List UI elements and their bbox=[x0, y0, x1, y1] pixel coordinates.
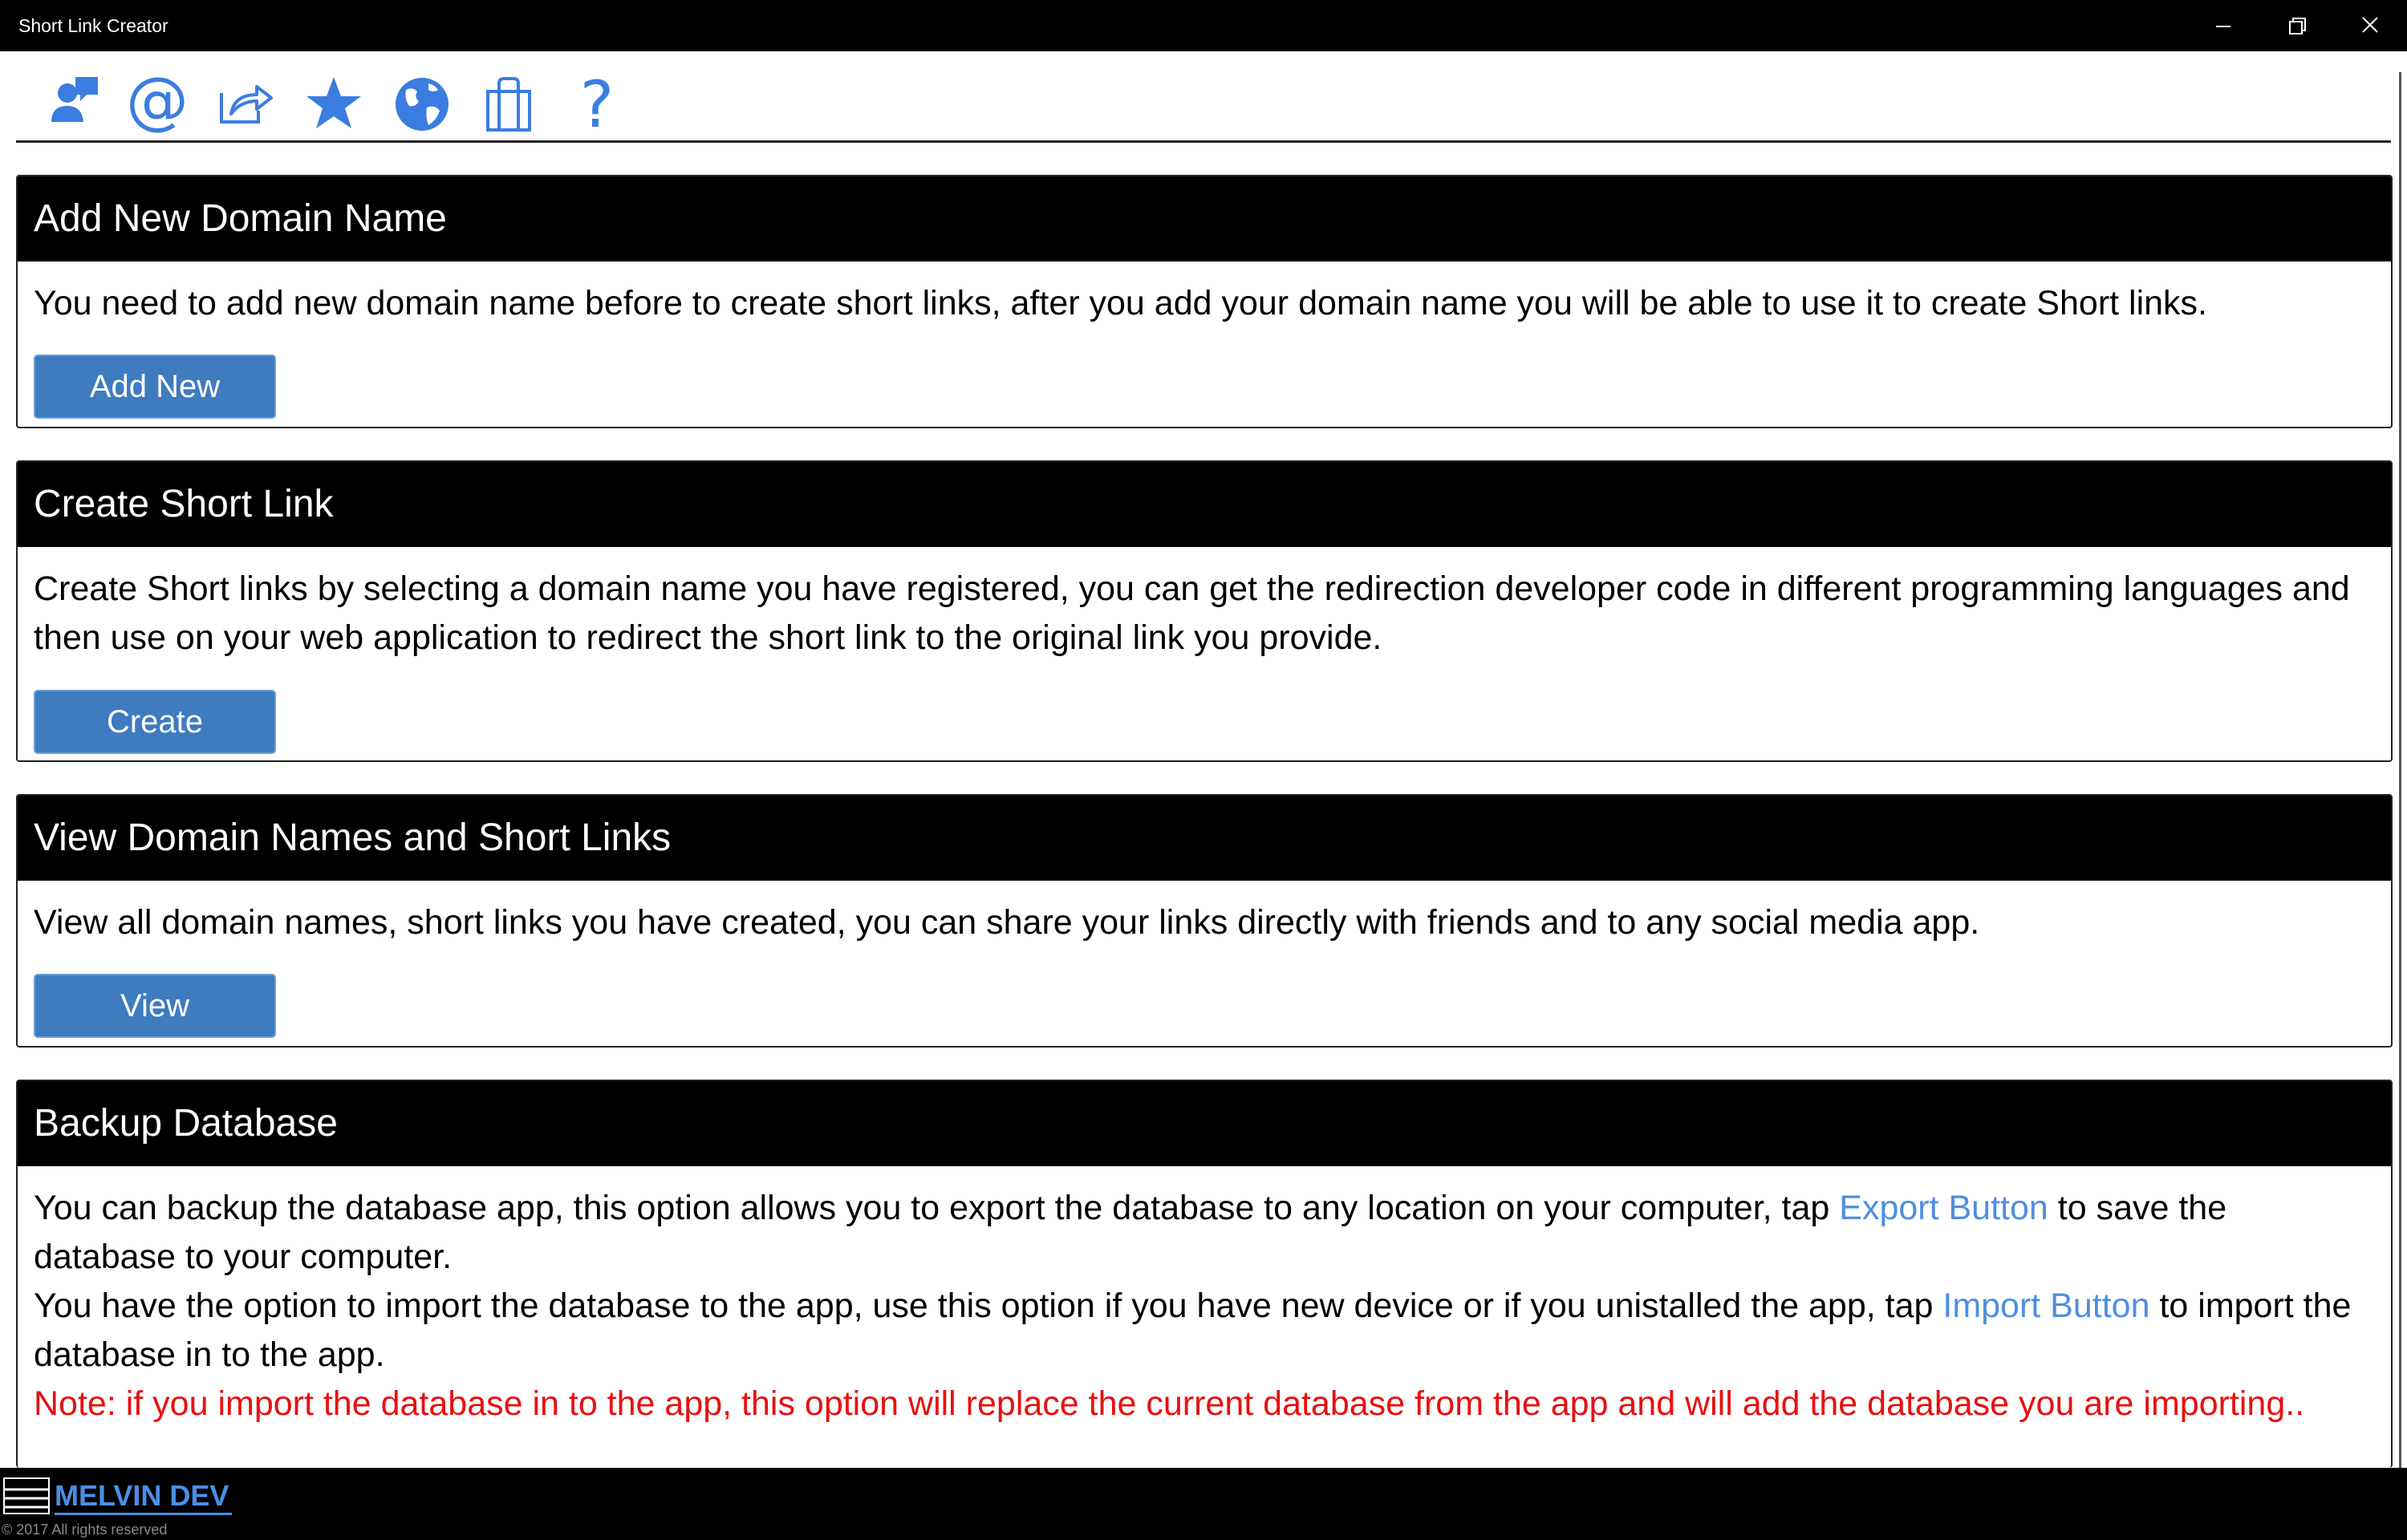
section-title: View Domain Names and Short Links bbox=[18, 796, 2391, 881]
hamburger-icon bbox=[3, 1477, 50, 1514]
create-button[interactable]: Create bbox=[34, 690, 276, 754]
add-new-button[interactable]: Add New bbox=[34, 355, 276, 419]
backup-text: You can backup the database app, this option allows you to export the database to any location on your computer, tap bbox=[34, 1189, 1840, 1227]
window-title: Short Link Creator bbox=[18, 15, 168, 36]
star-icon[interactable] bbox=[302, 72, 366, 136]
help-glyph: ? bbox=[579, 72, 615, 136]
section-title: Create Short Link bbox=[18, 462, 2391, 547]
view-links-section bbox=[16, 794, 2393, 1048]
share-icon[interactable] bbox=[213, 72, 278, 136]
backup-text: You have the option to import the database to the app, use this option if you have new device or if you unistalled the app, tap bbox=[34, 1287, 1943, 1325]
brand-name: MELVIN DEV bbox=[55, 1479, 232, 1515]
view-button[interactable]: View bbox=[34, 974, 276, 1038]
contact-icon[interactable] bbox=[40, 72, 104, 136]
restore-button[interactable] bbox=[2259, 0, 2333, 51]
section-description: View all domain names, short links you have created, you can share your links directly with friends and to any social media app. bbox=[34, 903, 1980, 942]
import-warning-note: Note: if you import the database in to the app, this option will replace the current database from the app and will add the database you are importing.. bbox=[34, 1384, 2305, 1423]
hamburger-menu-button[interactable] bbox=[3, 1477, 50, 1514]
title-bar bbox=[0, 0, 2407, 51]
backup-text: to save the database to your computer. bbox=[34, 1189, 2227, 1276]
copyright-text: © 2017 All rights reserved bbox=[2, 1522, 168, 1538]
scrollbar-thumb[interactable] bbox=[2399, 72, 2401, 1468]
svg-text:@: @ bbox=[126, 72, 189, 136]
export-button-link[interactable]: Export Button bbox=[1839, 1189, 2048, 1227]
restore-icon bbox=[2259, 0, 2333, 51]
create-link-section bbox=[16, 460, 2393, 762]
email-icon[interactable] bbox=[125, 72, 189, 136]
store-icon[interactable] bbox=[477, 72, 541, 136]
section-title: Backup Database bbox=[18, 1081, 2391, 1166]
section-description: You need to add new domain name before to create short links, after you add your domain name you will be able to use it to create Short links. bbox=[34, 284, 2207, 322]
globe-icon[interactable] bbox=[390, 72, 454, 136]
close-icon bbox=[2333, 0, 2407, 51]
backup-section bbox=[16, 1080, 2393, 1468]
close-button[interactable] bbox=[2333, 0, 2407, 51]
add-domain-section bbox=[16, 175, 2393, 428]
help-icon[interactable] bbox=[565, 72, 629, 136]
section-description: Create Short links by selecting a domain name you have registered, you can get the redirection developer code in different programming languages and then use on your web application to redirect the short link to the original link you provide. bbox=[34, 569, 2350, 657]
bottom-bar bbox=[0, 1468, 2407, 1540]
minimize-button[interactable] bbox=[2186, 0, 2259, 51]
import-button-link[interactable]: Import Button bbox=[1942, 1287, 2150, 1325]
section-title: Add New Domain Name bbox=[18, 176, 2391, 261]
backup-text: to import the database in to the app. bbox=[34, 1287, 2352, 1374]
toolbar bbox=[16, 51, 2391, 143]
minimize-icon bbox=[2186, 0, 2259, 51]
backup-description bbox=[18, 1166, 2391, 1429]
